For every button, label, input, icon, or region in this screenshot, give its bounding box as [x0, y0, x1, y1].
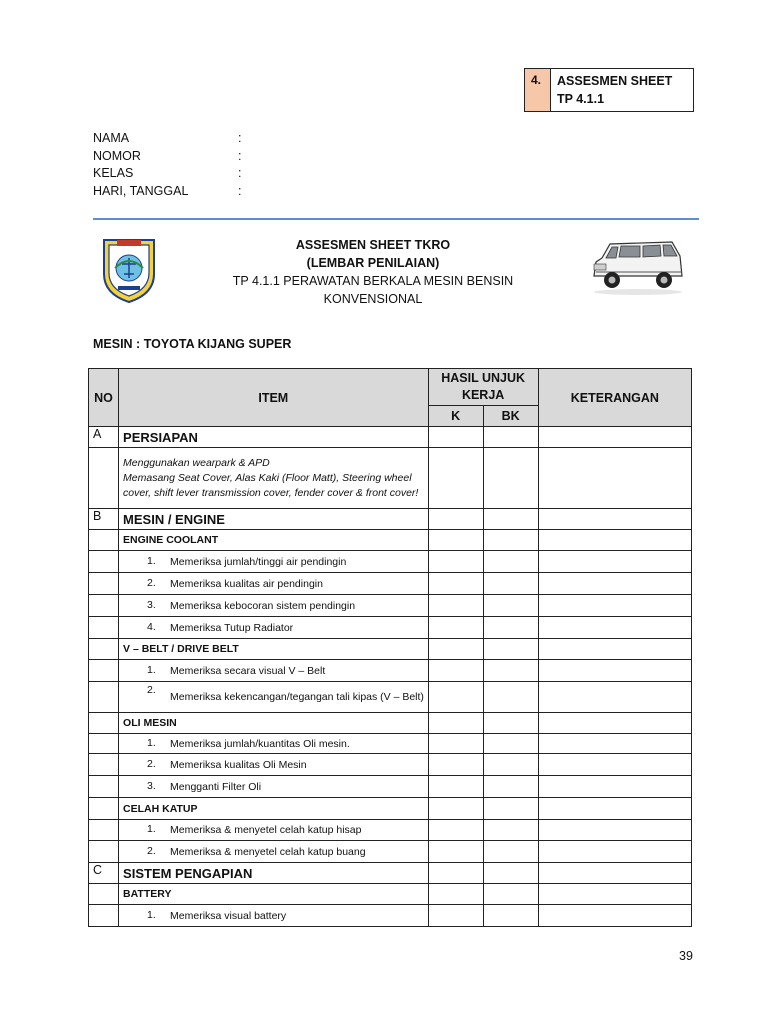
header-item: ITEM — [119, 369, 429, 427]
no-cell — [89, 754, 119, 776]
step-text: Memeriksa jumlah/kuantitas Oli mesin. — [170, 737, 350, 750]
keterangan-cell[interactable] — [538, 863, 691, 884]
no-cell — [89, 660, 119, 682]
step-item — [119, 776, 429, 798]
bk-cell[interactable] — [483, 639, 538, 660]
assessment-sheet-box — [524, 68, 694, 112]
field-nama — [93, 131, 241, 149]
step-item — [119, 754, 429, 776]
field-hari-tanggal — [93, 184, 241, 202]
section-letter: A — [89, 427, 119, 448]
section-letter: B — [89, 509, 119, 530]
keterangan-cell[interactable] — [538, 530, 691, 551]
subsection-title: OLI MESIN — [119, 713, 429, 734]
step-item — [119, 734, 429, 754]
subsection-row — [89, 884, 692, 905]
bk-cell[interactable] — [483, 617, 538, 639]
step-item — [119, 660, 429, 682]
step-text: Memeriksa kebocoran sistem pendingin — [170, 599, 356, 612]
table-row — [89, 448, 692, 509]
sheet-title — [200, 236, 546, 308]
step-text: Memeriksa Tutup Radiator — [170, 621, 294, 634]
field-kelas-label: KELAS — [93, 166, 134, 180]
no-cell — [89, 530, 119, 551]
step-text: Memeriksa kualitas Oli Mesin — [170, 758, 307, 771]
section-row — [89, 863, 692, 884]
step-text: Memeriksa jumlah/tinggi air pendingin — [170, 555, 347, 568]
divider-line — [93, 218, 699, 220]
k-cell[interactable] — [428, 884, 483, 905]
table-row — [89, 754, 692, 776]
k-cell[interactable] — [428, 841, 483, 863]
no-cell — [89, 776, 119, 798]
section-title: PERSIAPAN — [119, 427, 429, 448]
no-cell — [89, 448, 119, 509]
bk-cell[interactable] — [483, 551, 538, 573]
keterangan-cell[interactable] — [538, 798, 691, 820]
keterangan-cell[interactable] — [538, 639, 691, 660]
bk-cell[interactable] — [483, 660, 538, 682]
k-cell[interactable] — [428, 530, 483, 551]
no-cell — [89, 595, 119, 617]
step-number: 1. — [147, 823, 156, 835]
bk-cell[interactable] — [483, 734, 538, 754]
subsection-row — [89, 798, 692, 820]
no-cell — [89, 713, 119, 734]
k-cell[interactable] — [428, 754, 483, 776]
k-cell[interactable] — [428, 639, 483, 660]
step-item — [119, 551, 429, 573]
step-item — [119, 573, 429, 595]
keterangan-cell[interactable] — [538, 884, 691, 905]
step-item — [119, 905, 429, 927]
header-bk: BK — [483, 406, 538, 427]
keterangan-cell[interactable] — [538, 841, 691, 863]
no-cell — [89, 734, 119, 754]
keterangan-cell[interactable] — [538, 595, 691, 617]
k-cell[interactable] — [428, 551, 483, 573]
keterangan-cell[interactable] — [538, 734, 691, 754]
header-k: K — [428, 406, 483, 427]
step-text: Memeriksa kualitas air pendingin — [170, 577, 323, 590]
bk-cell[interactable] — [483, 841, 538, 863]
k-cell[interactable] — [428, 820, 483, 841]
step-number: 3. — [147, 779, 156, 792]
k-cell[interactable] — [428, 776, 483, 798]
table-row — [89, 617, 692, 639]
keterangan-cell[interactable] — [538, 660, 691, 682]
table-row — [89, 660, 692, 682]
bk-cell[interactable] — [483, 754, 538, 776]
table-row — [89, 682, 692, 713]
section-number: 4. — [525, 69, 551, 111]
bk-cell[interactable] — [483, 713, 538, 734]
section-row — [89, 509, 692, 530]
step-item — [119, 617, 429, 639]
table-row — [89, 905, 692, 927]
keterangan-cell[interactable] — [538, 573, 691, 595]
subsection-row — [89, 639, 692, 660]
no-cell — [89, 573, 119, 595]
bk-cell[interactable] — [483, 573, 538, 595]
bk-cell[interactable] — [483, 798, 538, 820]
step-text: Memeriksa & menyetel celah katup buang — [170, 845, 366, 858]
note-line2: Memasang Seat Cover, Alas Kaki (Floor Matt), Steering wheel cover, shift lever transmission cover, fender cover & front cover! — [123, 471, 419, 499]
school-logo — [100, 234, 158, 304]
keterangan-cell[interactable] — [538, 509, 691, 530]
preparation-note — [119, 448, 429, 509]
k-cell[interactable] — [428, 798, 483, 820]
keterangan-cell[interactable] — [538, 713, 691, 734]
k-cell[interactable] — [428, 660, 483, 682]
section-title: MESIN / ENGINE — [119, 509, 429, 530]
subsection-title: V – BELT / DRIVE BELT — [119, 639, 429, 660]
title-line1: ASSESMEN SHEET TKRO — [295, 238, 451, 252]
field-hari-tanggal-label: HARI, TANGGAL — [93, 184, 189, 198]
no-cell — [89, 798, 119, 820]
table-row — [89, 776, 692, 798]
step-number: 4. — [147, 620, 156, 633]
k-cell[interactable] — [428, 617, 483, 639]
keterangan-cell[interactable] — [538, 754, 691, 776]
keterangan-cell[interactable] — [538, 551, 691, 573]
no-cell — [89, 639, 119, 660]
bk-cell[interactable] — [483, 820, 538, 841]
bk-cell[interactable] — [483, 427, 538, 448]
step-number: 2. — [147, 757, 156, 770]
step-text: Memeriksa visual battery — [170, 909, 287, 922]
table-row — [89, 595, 692, 617]
no-cell — [89, 905, 119, 927]
title-line4: KONVENSIONAL — [323, 292, 423, 306]
keterangan-cell[interactable] — [538, 776, 691, 798]
k-cell[interactable] — [428, 682, 483, 713]
table-row — [89, 734, 692, 754]
keterangan-cell[interactable] — [538, 617, 691, 639]
header-no: NO — [89, 369, 119, 427]
assessment-sheet-line1: ASSESMEN SHEET — [557, 74, 673, 88]
step-item — [119, 820, 429, 841]
section-row — [89, 427, 692, 448]
subsection-title: BATTERY — [119, 884, 429, 905]
field-nama-colon: : — [238, 131, 242, 145]
bk-cell[interactable] — [483, 530, 538, 551]
note-line1: Menggunakan wearpark & APD — [123, 456, 270, 469]
assessment-sheet-line2: TP 4.1.1 — [557, 92, 605, 106]
k-cell[interactable] — [428, 509, 483, 530]
section-title: SISTEM PENGAPIAN — [119, 863, 429, 884]
table-row — [89, 573, 692, 595]
step-text: Memeriksa kekencangan/tegangan tali kipas (V – Belt) — [170, 691, 424, 703]
field-nomor-label: NOMOR — [93, 149, 141, 163]
subsection-title: CELAH KATUP — [119, 798, 429, 820]
k-cell[interactable] — [428, 448, 483, 509]
subsection-row — [89, 530, 692, 551]
bk-cell[interactable] — [483, 595, 538, 617]
step-item — [119, 841, 429, 863]
k-cell[interactable] — [428, 713, 483, 734]
field-nama-label: NAMA — [93, 131, 130, 145]
no-cell — [89, 820, 119, 841]
k-cell[interactable] — [428, 573, 483, 595]
bk-cell[interactable] — [483, 448, 538, 509]
table-row — [89, 841, 692, 863]
no-cell — [89, 841, 119, 863]
step-number: 3. — [147, 598, 156, 611]
keterangan-cell[interactable] — [538, 427, 691, 448]
no-cell — [89, 884, 119, 905]
no-cell — [89, 617, 119, 639]
car-illustration — [588, 236, 688, 298]
step-number: 1. — [147, 736, 156, 749]
k-cell[interactable] — [428, 905, 483, 927]
step-item — [119, 682, 429, 713]
keterangan-cell[interactable] — [538, 682, 691, 713]
k-cell[interactable] — [428, 734, 483, 754]
header-hasil-unjuk-kerja: HASIL UNJUK KERJA — [428, 369, 538, 406]
subsection-row — [89, 713, 692, 734]
section-letter: C — [89, 863, 119, 884]
title-line3: TP 4.1.1 PERAWATAN BERKALA MESIN BENSIN — [232, 274, 514, 288]
subsection-title: ENGINE COOLANT — [119, 530, 429, 551]
bk-cell[interactable] — [483, 884, 538, 905]
field-kelas-colon: : — [238, 166, 242, 180]
field-hari-tanggal-colon: : — [238, 184, 242, 198]
step-number: 2. — [147, 576, 156, 589]
keterangan-cell[interactable] — [538, 905, 691, 927]
k-cell[interactable] — [428, 863, 483, 884]
k-cell[interactable] — [428, 595, 483, 617]
table-row — [89, 551, 692, 573]
field-kelas — [93, 166, 241, 184]
bk-cell[interactable] — [483, 509, 538, 530]
field-nomor — [93, 149, 241, 167]
step-number: 2. — [147, 684, 156, 696]
keterangan-cell[interactable] — [538, 448, 691, 509]
assessment-table — [88, 368, 692, 927]
step-number: 1. — [147, 908, 156, 921]
step-item — [119, 595, 429, 617]
keterangan-cell[interactable] — [538, 820, 691, 841]
step-number: 2. — [147, 844, 156, 857]
page-number: 39 — [679, 949, 693, 963]
step-number: 1. — [147, 663, 156, 676]
step-text: Memeriksa secara visual V – Belt — [170, 664, 326, 677]
no-cell — [89, 551, 119, 573]
bk-cell[interactable] — [483, 905, 538, 927]
header-keterangan: KETERANGAN — [538, 369, 691, 427]
table-row — [89, 820, 692, 841]
step-text: Mengganti Filter Oli — [170, 780, 262, 793]
bk-cell[interactable] — [483, 863, 538, 884]
bk-cell[interactable] — [483, 776, 538, 798]
field-nomor-colon: : — [238, 149, 242, 163]
step-text: Memeriksa & menyetel celah katup hisap — [170, 824, 362, 836]
assessment-sheet-label — [551, 69, 672, 111]
engine-label: MESIN : TOYOTA KIJANG SUPER — [93, 337, 292, 351]
bk-cell[interactable] — [483, 682, 538, 713]
k-cell[interactable] — [428, 427, 483, 448]
title-line2: (LEMBAR PENILAIAN) — [306, 256, 440, 270]
no-cell — [89, 682, 119, 713]
step-number: 1. — [147, 554, 156, 567]
